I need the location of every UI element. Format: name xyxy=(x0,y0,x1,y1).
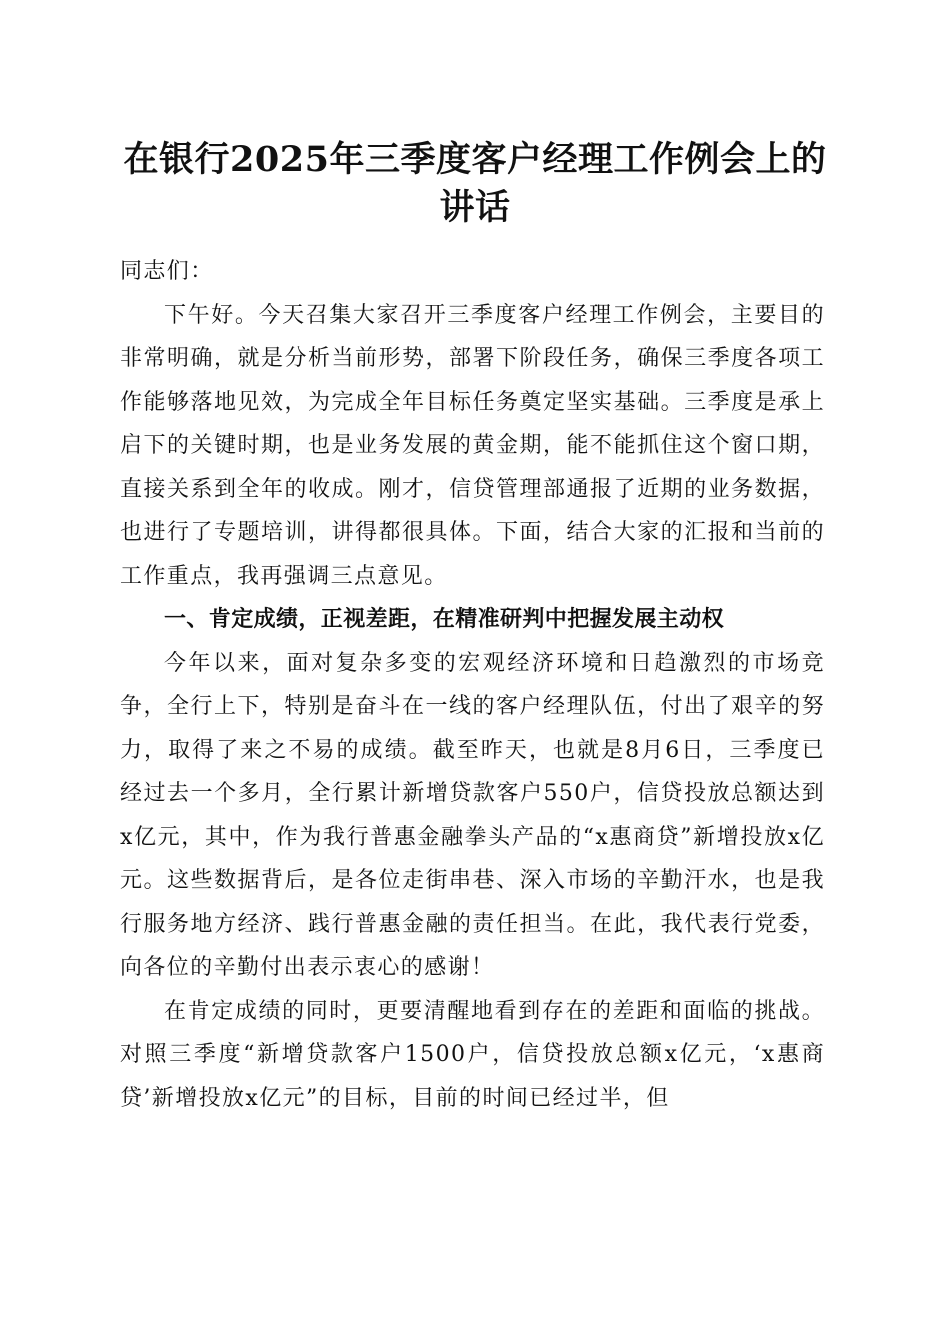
title-line-1: 在银行2025年三季度客户经理工作例会上的 xyxy=(123,139,827,180)
document-title xyxy=(110,136,840,232)
section-heading-1: 一、肯定成绩，正视差距，在精准研判中把握发展主动权 xyxy=(164,607,725,632)
document-body xyxy=(120,250,825,1120)
section1-paragraph-1: 今年以来，面对复杂多变的宏观经济环境和日趋激烈的市场竞争，全行上下，特别是奋斗在一线的客户经理队伍，付出了艰辛的努力，取得了来之不易的成绩。截至昨天，也就是8月6日，三季度已经过去一个多月，全行累计新增贷款客户550户，信贷投放总额达到x亿元，其中，作为我行普惠金融拳头产品的“x惠商贷”新增投放x亿元。这些数据背后，是各位走街串巷、深入市场的辛勤汗水，也是我行服务地方经济、践行普惠金融的责任担当。在此，我代表行党委，向各位的辛勤付出表示衷心的感谢！ xyxy=(120,650,825,980)
title-line-2: 讲话 xyxy=(439,187,511,228)
section1-paragraph-2: 在肯定成绩的同时，更要清醒地看到存在的差距和面临的挑战。对照三季度“新增贷款客户1500户，信贷投放总额x亿元，‘x惠商贷’新增投放x亿元”的目标，目前的时间已经过半，但 xyxy=(120,998,825,1111)
salutation: 同志们： xyxy=(120,259,214,284)
opening-paragraph: 下午好。今天召集大家召开三季度客户经理工作例会，主要目的非常明确，就是分析当前形势，部署下阶段任务，确保三季度各项工作能够落地见效，为完成全年目标任务奠定坚实基础。三季度是承上启下的关键时期，也是业务发展的黄金期，能不能抓住这个窗口期，直接关系到全年的收成。刚才，信贷管理部通报了近期的业务数据，也进行了专题培训，讲得都很具体。下面，结合大家的汇报和当前的工作重点，我再强调三点意见。 xyxy=(120,302,825,589)
